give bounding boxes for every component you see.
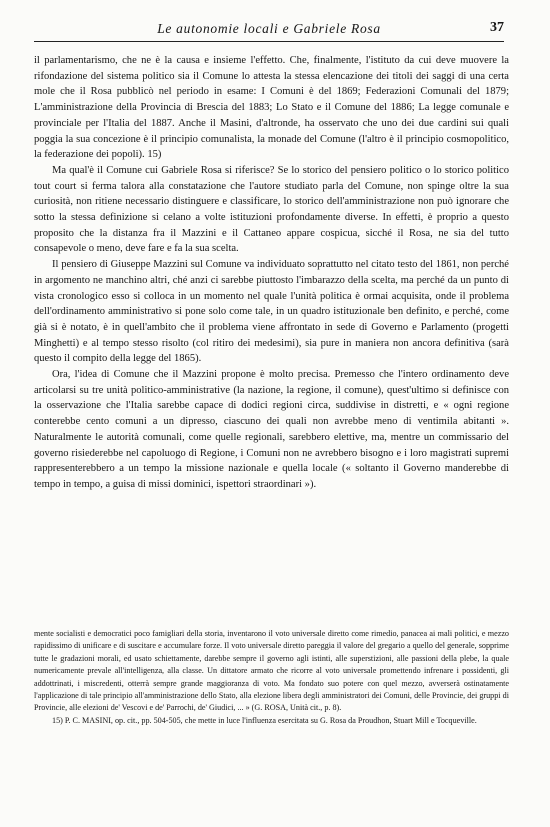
running-head [34,17,504,42]
running-title: Le autonomie locali e Gabriele Rosa [157,21,381,36]
paragraph-3: Il pensiero di Giuseppe Mazzini sul Comune va individuato soprattutto nel citato testo del 1861, non perché in argomento ne manchino altri, ché anzi ci sarebbe piuttosto l'imbarazzo della scelta, ma perché da un punto di vista cronologico esso si colloca in un momento nel quale l'unità politica è ormai acquisita, onde il problema dell'ordinamento amministrativo si pone solo come tale, in un quadro istituzionale ben definito, e perché, come già si è notato, è in quell'ambito che il problema viene affrontato in sede di Governo e Parlamento (progetti Minghetti) e al tempo stesso risolto (col ritiro dei medesimi), sia pure in maniera non ancora definitiva (sarà questo il compito della legge del 1865). [34,259,509,365]
body-text [34,53,509,493]
footnote-15: 15) P. C. MASINI, op. cit., pp. 504-505, che mette in luce l'influenza esercitata su G. Rosa da Proudhon, Stuart Mill e Tocqueville. [52,715,477,725]
paragraph-2: Ma qual'è il Comune cui Gabriele Rosa si riferisce? Se lo storico del pensiero politico o lo storico politico tout court si ferma talora alla constatazione che l'autore studiato parla del Comune, non spinge oltre la sua curiosità, non ritiene necessario distinguere e classificare, lo storico dell'amministrazione non può ignorare che sotto la stessa definizione si celano a volte istituzioni profondamente diverse. In effetti, è proprio a questo proposito che la distanza fra il Mazzini e il Cattaneo appare cospicua, sicché il Rosa, ne sia del tutto consapevole o meno, deve fare e fa la sua scelta. [34,164,509,255]
paragraph-1: il parlamentarismo, che ne è la causa e insieme l'effetto. Che, finalmente, l'istituto da cui deve muovere la rifondazione del sistema politico sia il Comune lo attesta la stessa elencazione dei titoli dei saggi di una certa mole che il Rosa pubblicò nel periodo in esame: I Comuni è del 1869; Federazioni Comunali del 1879; L'amministrazione della Provincia di Brescia del 1883; Lo Stato e il Comune del 1886; La legge comunale e provinciale per l'Italia del 1887. Anche il Masini, d'altronde, ha osservato che uno dei due cardini sui quali poggia la sua concezione è il principio comunalista, la monade del Comune (l'altro è il principio cosmopolitico, la federazione dei popoli). 15) [34,55,509,161]
paragraph-4: Ora, l'idea di Comune che il Mazzini propone è molto precisa. Premesso che l'intero ordinamento deve articolarsi su tre unità politico-amministrative (la nazione, la regione, il comune), quest'ultimo si definisce con la osservazione che l'Italia sarebbe capace di dodici regioni circa, suddivise in distretti, e « ogni regione conterebbe cento comuni a un dipresso, ciascuno dei quali non avrebbe meno di ventimila abitanti ». Naturalmente le autorità comunali, come quelle regionali, sarebbero elettive, ma, mentre un commissario del governo risiederebbe nel capoluogo di Regione, i Comuni non ne avrebbero bisogno e i loro magistrati supremi rappresenterebbero a un tempo la missione nazionale e quella locale (« soltanto il Governo manderebbe di tempo in tempo, a guisa di missi dominici, ispettori straordinari »). [34,369,509,490]
page-number: 37 [490,20,504,35]
footnote-continuation: mente socialisti e democratici poco famigliari della storia, inventarono il voto universale diretto come rimedio, panacea ai mali politici, e mezzo rapidissimo di unificare e di suscitare e accumulare forze. Il voto universale diretto pareggia il valore del gregario a quello del generale, sopprime tutte le gradazioni morali, ed usato schiettamente, darebbe sempre il governo agli istinti, alle superstizioni, alle passioni della plebe, la quale numericamente prevale all'intelligenza, alla classe. Un dittatore armato che ricorre al voto universale promettendo infrenare i possidenti, gli addottrinati, i miscredenti, otterrà sempre grande maggioranza di voto. Ma fondato suo potere con quel mezzo, avverserà ostinatamente l'applicazione di tale principio all'amministrazione dello Stato, alla elezione libera degli amministratori dei Comuni, delle Provincie, dei gruppi di Provincie, alle elezioni de' Vescovi e de' Parrochi, de' Giudici, ... » (G. ROSA, Unità cit., p. 8). [34,629,509,713]
footnotes [34,628,509,727]
